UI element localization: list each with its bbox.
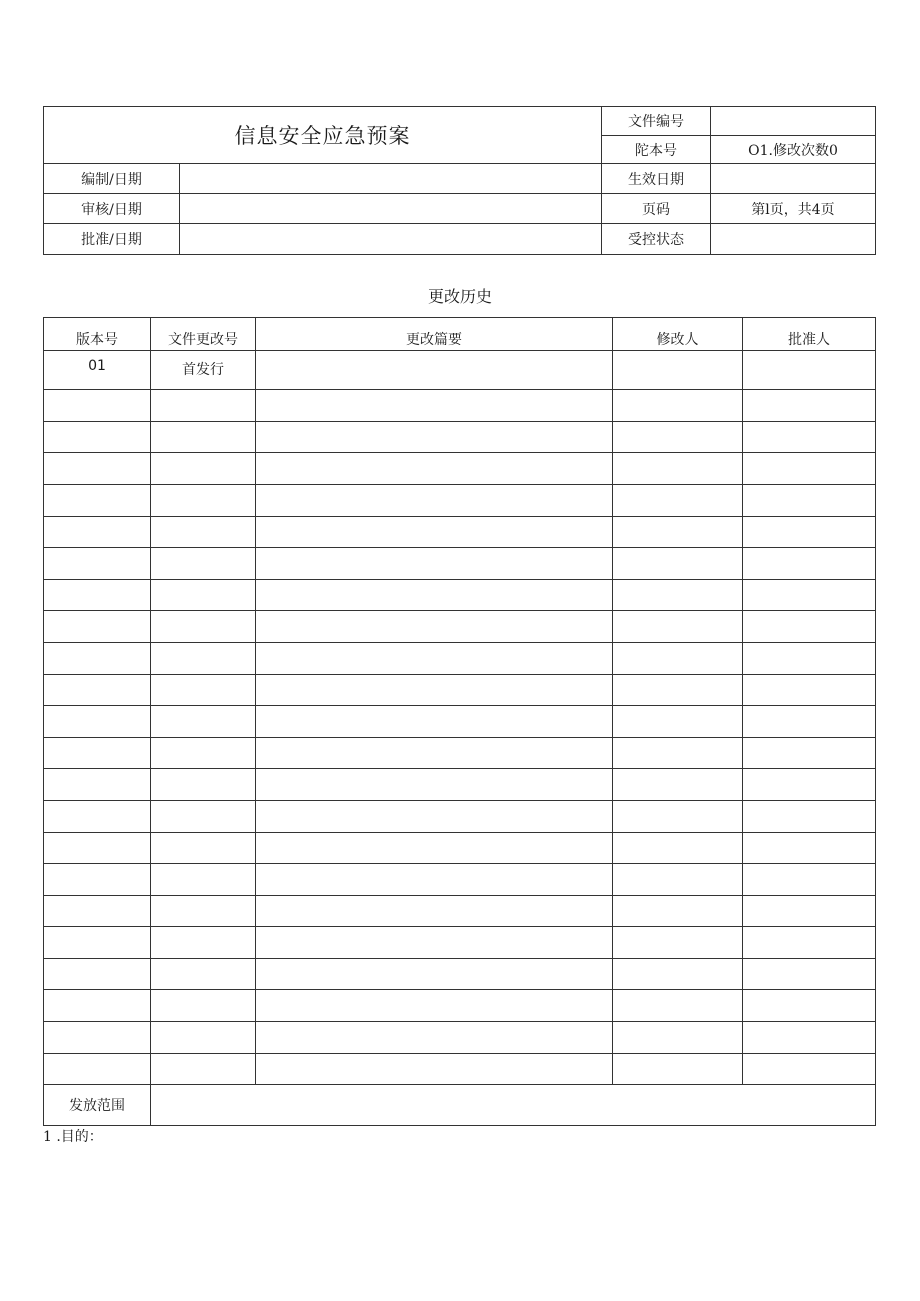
summary-cell bbox=[256, 548, 613, 580]
approver-cell bbox=[743, 800, 876, 832]
version-cell bbox=[44, 832, 151, 864]
version-cell bbox=[44, 484, 151, 516]
version-cell bbox=[44, 421, 151, 453]
distribution-value bbox=[151, 1085, 876, 1126]
modifier-cell bbox=[613, 895, 743, 927]
modifier-cell bbox=[613, 1022, 743, 1054]
prepared-label: 编制/日期 bbox=[44, 164, 180, 194]
table-row bbox=[44, 769, 876, 801]
modifier-cell bbox=[613, 927, 743, 959]
change-no-cell bbox=[151, 958, 256, 990]
modifier-cell bbox=[613, 990, 743, 1022]
version-cell bbox=[44, 958, 151, 990]
approver-cell bbox=[743, 927, 876, 959]
version-cell bbox=[44, 706, 151, 738]
change-no-cell bbox=[151, 453, 256, 485]
modifier-cell bbox=[613, 484, 743, 516]
approver-cell bbox=[743, 832, 876, 864]
modifier-cell bbox=[613, 1053, 743, 1085]
table-row bbox=[44, 453, 876, 485]
summary-cell bbox=[256, 706, 613, 738]
change-no-cell bbox=[151, 1053, 256, 1085]
approver-cell bbox=[743, 642, 876, 674]
modifier-cell bbox=[613, 453, 743, 485]
table-row bbox=[44, 832, 876, 864]
control-status-label: 受控状态 bbox=[602, 224, 711, 255]
change-no-cell bbox=[151, 579, 256, 611]
summary-cell bbox=[256, 895, 613, 927]
table-row bbox=[44, 706, 876, 738]
col-header-approver: 批准人 bbox=[743, 318, 876, 351]
version-cell bbox=[44, 579, 151, 611]
change-history-table bbox=[43, 317, 876, 1126]
change-no-cell bbox=[151, 800, 256, 832]
version-value: O1.修改次数0 bbox=[711, 136, 876, 164]
change-no-cell bbox=[151, 864, 256, 896]
approver-cell bbox=[743, 516, 876, 548]
change-no-cell bbox=[151, 990, 256, 1022]
summary-cell bbox=[256, 864, 613, 896]
approver-cell bbox=[743, 1053, 876, 1085]
approved-label: 批准/日期 bbox=[44, 224, 180, 255]
col-header-version: 版本号 bbox=[44, 318, 151, 351]
control-status-value bbox=[711, 224, 876, 255]
change-no-cell bbox=[151, 390, 256, 422]
table-row bbox=[44, 800, 876, 832]
approver-cell bbox=[743, 958, 876, 990]
modifier-cell bbox=[613, 800, 743, 832]
summary-cell bbox=[256, 990, 613, 1022]
modifier-cell bbox=[613, 516, 743, 548]
summary-cell bbox=[256, 579, 613, 611]
distribution-row bbox=[44, 1085, 876, 1126]
col-header-summary: 更改篇要 bbox=[256, 318, 613, 351]
summary-cell bbox=[256, 769, 613, 801]
summary-cell bbox=[256, 800, 613, 832]
approver-cell bbox=[743, 350, 876, 390]
history-header-row bbox=[44, 318, 876, 351]
table-row bbox=[44, 958, 876, 990]
modifier-cell bbox=[613, 350, 743, 390]
summary-cell bbox=[256, 453, 613, 485]
prepared-value bbox=[180, 164, 602, 194]
summary-cell bbox=[256, 832, 613, 864]
approver-cell bbox=[743, 548, 876, 580]
approver-cell bbox=[743, 453, 876, 485]
change-no-cell bbox=[151, 927, 256, 959]
change-no-cell bbox=[151, 737, 256, 769]
summary-cell bbox=[256, 611, 613, 643]
change-no-cell bbox=[151, 611, 256, 643]
change-no-cell bbox=[151, 484, 256, 516]
reviewed-value bbox=[180, 194, 602, 224]
change-no-cell bbox=[151, 832, 256, 864]
summary-cell bbox=[256, 958, 613, 990]
modifier-cell bbox=[613, 769, 743, 801]
summary-cell bbox=[256, 927, 613, 959]
effective-date-value bbox=[711, 164, 876, 194]
change-no-cell bbox=[151, 674, 256, 706]
approver-cell bbox=[743, 706, 876, 738]
modifier-cell bbox=[613, 864, 743, 896]
modifier-cell bbox=[613, 579, 743, 611]
version-cell bbox=[44, 737, 151, 769]
summary-cell bbox=[256, 642, 613, 674]
modifier-cell bbox=[613, 958, 743, 990]
table-row bbox=[44, 864, 876, 896]
version-cell bbox=[44, 453, 151, 485]
table-row bbox=[44, 674, 876, 706]
table-row bbox=[44, 350, 876, 390]
version-cell bbox=[44, 642, 151, 674]
version-cell bbox=[44, 769, 151, 801]
table-row bbox=[44, 390, 876, 422]
approver-cell bbox=[743, 484, 876, 516]
change-no-cell bbox=[151, 895, 256, 927]
table-row bbox=[44, 1022, 876, 1054]
table-row bbox=[44, 484, 876, 516]
change-no-cell bbox=[151, 769, 256, 801]
version-cell bbox=[44, 516, 151, 548]
change-no-cell bbox=[151, 548, 256, 580]
summary-cell bbox=[256, 350, 613, 390]
col-header-modifier: 修改人 bbox=[613, 318, 743, 351]
version-label: 陀本号 bbox=[602, 136, 711, 164]
summary-cell bbox=[256, 516, 613, 548]
change-no-cell bbox=[151, 1022, 256, 1054]
page-value: 第l页，共4页 bbox=[711, 194, 876, 224]
modifier-cell bbox=[613, 421, 743, 453]
approved-value bbox=[180, 224, 602, 255]
summary-cell bbox=[256, 1022, 613, 1054]
version-cell bbox=[44, 990, 151, 1022]
doc-no-value bbox=[711, 107, 876, 136]
distribution-label: 发放范围 bbox=[44, 1085, 151, 1126]
modifier-cell bbox=[613, 390, 743, 422]
version-cell bbox=[44, 927, 151, 959]
table-row bbox=[44, 737, 876, 769]
change-no-cell bbox=[151, 516, 256, 548]
version-cell bbox=[44, 800, 151, 832]
document-title: 信息安全应急预案 bbox=[44, 107, 602, 164]
table-row bbox=[44, 548, 876, 580]
version-cell bbox=[44, 674, 151, 706]
change-no-cell bbox=[151, 421, 256, 453]
approver-cell bbox=[743, 737, 876, 769]
modifier-cell bbox=[613, 706, 743, 738]
approver-cell bbox=[743, 895, 876, 927]
col-header-change-no: 文件更改号 bbox=[151, 318, 256, 351]
version-cell bbox=[44, 1022, 151, 1054]
table-row bbox=[44, 611, 876, 643]
version-cell bbox=[44, 611, 151, 643]
approver-cell bbox=[743, 579, 876, 611]
table-row bbox=[44, 421, 876, 453]
modifier-cell bbox=[613, 548, 743, 580]
modifier-cell bbox=[613, 737, 743, 769]
approver-cell bbox=[743, 990, 876, 1022]
modifier-cell bbox=[613, 611, 743, 643]
page-label: 页码 bbox=[602, 194, 711, 224]
modifier-cell bbox=[613, 642, 743, 674]
doc-no-label: 文件编号 bbox=[602, 107, 711, 136]
version-cell bbox=[44, 895, 151, 927]
version-cell: 01 bbox=[44, 350, 151, 390]
table-row bbox=[44, 516, 876, 548]
change-no-cell: 首发行 bbox=[151, 350, 256, 390]
approver-cell bbox=[743, 674, 876, 706]
table-row bbox=[44, 642, 876, 674]
effective-date-label: 生效日期 bbox=[602, 164, 711, 194]
table-row bbox=[44, 990, 876, 1022]
modifier-cell bbox=[613, 674, 743, 706]
summary-cell bbox=[256, 674, 613, 706]
version-cell bbox=[44, 390, 151, 422]
version-cell bbox=[44, 1053, 151, 1085]
approver-cell bbox=[743, 769, 876, 801]
change-no-cell bbox=[151, 706, 256, 738]
summary-cell bbox=[256, 737, 613, 769]
section-purpose-heading: 1 .目的： bbox=[43, 1129, 103, 1145]
reviewed-label: 审核/日期 bbox=[44, 194, 180, 224]
approver-cell bbox=[743, 421, 876, 453]
table-row bbox=[44, 927, 876, 959]
table-row bbox=[44, 895, 876, 927]
table-row bbox=[44, 579, 876, 611]
summary-cell bbox=[256, 390, 613, 422]
approver-cell bbox=[743, 864, 876, 896]
modifier-cell bbox=[613, 832, 743, 864]
version-cell bbox=[44, 548, 151, 580]
approver-cell bbox=[743, 611, 876, 643]
change-no-cell bbox=[151, 642, 256, 674]
change-history-title: 更改历史 bbox=[427, 287, 492, 306]
version-cell bbox=[44, 864, 151, 896]
table-row bbox=[44, 1053, 876, 1085]
approver-cell bbox=[743, 1022, 876, 1054]
summary-cell bbox=[256, 484, 613, 516]
approver-cell bbox=[743, 390, 876, 422]
summary-cell bbox=[256, 421, 613, 453]
document-header-table bbox=[43, 106, 876, 255]
summary-cell bbox=[256, 1053, 613, 1085]
